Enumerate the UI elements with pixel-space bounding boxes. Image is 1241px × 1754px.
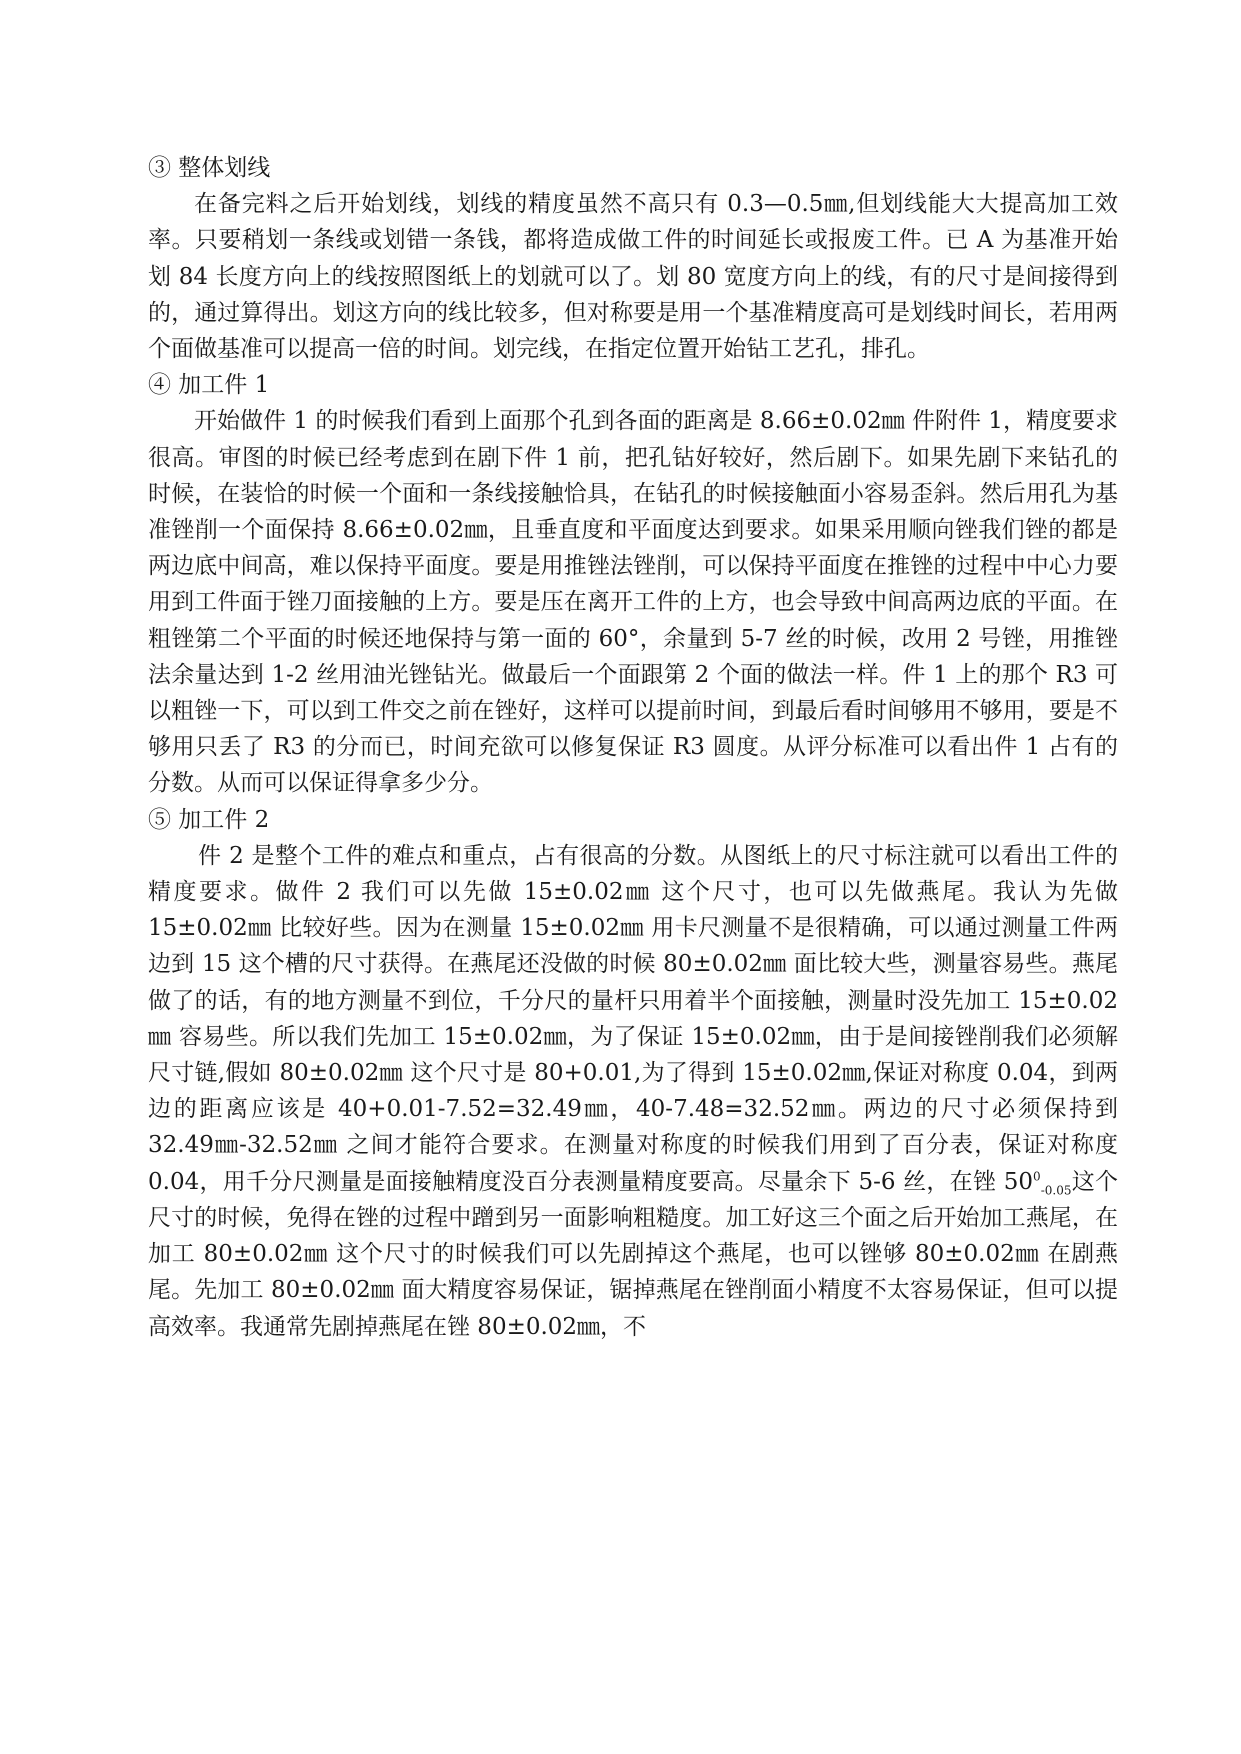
section-paragraph <box>148 838 1118 1345</box>
section-paragraph: 在备完料之后开始划线，划线的精度虽然不高只有 0.3—0.5㎜,但划线能大大提高加工效率。只要稍划一条线或划错一条钱，都将造成做工件的时间延长或报废工件。已 A 为基准开始划 84 长度方向上的线按照图纸上的划就可以了。划 80 宽度方向上的线，有的尺寸是间接得到的，通过算得出。划这方向的线比较多，但对称要是用一个基准精度高可是划线时间长，若用两个面做基准可以提高一倍的时间。划完线，在指定位置开始钻工艺孔，排孔。 <box>148 191 1118 363</box>
section-heading: ③ 整体划线 <box>148 155 271 181</box>
tolerance-upper: 0 <box>1033 1169 1041 1184</box>
section-heading: ④ 加工件 1 <box>148 372 270 399</box>
section-heading: ⑤ 加工件 2 <box>148 806 270 833</box>
paragraph-text: 件 2 是整个工件的难点和重点，占有很高的分数。从图纸上的尺寸标注就可以看出工件的精度要求。做件 2 我们可以先做 15±0.02㎜ 这个尺寸，也可以先做燕尾。我认为先做 15±0.02㎜ 比较好些。因为在测量 15±0.02㎜ 用卡尺测量不是很精确，可以通过测量工件两边到 15 这个槽的尺寸获得。在燕尾还没做的时候 80±0.02㎜ 面比较大些，测量容易些。燕尾做了的话，有的地方测量不到位，千分尺的量杆只用着半个面接触，测量时没先加工 15±0.02㎜ 容易些。所以我们先加工 15±0.02㎜，为了保证 15±0.02㎜，由于是间接锉削我们必须解尺寸链,假如 80±0.02㎜ 这个尺寸是 80+0.01,为了得到 15±0.02㎜,保证对称度 0.04，到两边的距离应该是 40+0.01-7.52=32.49㎜，40-7.48=32.52㎜。两边的尺寸必须保持到 32.49㎜-32.52㎜ 之间才能符合要求。在测量对称度的时候我们用到了百分表，保证对称度 0.04，用千分尺测量是面接触精度没百分表测量精度要高。尽量余下 5-6 丝，在锉 50 <box>148 842 1118 1195</box>
paragraph-text: 这个尺寸的时候，免得在锉的过程中蹭到另一面影响粗糙度。加工好这三个面之后开始加工燕尾，在加工 80±0.02㎜ 这个尺寸的时候我们可以先剧掉这个燕尾，也可以锉够 80±0.02㎜ 在剧燕尾。先加工 80±0.02㎜ 面大精度容易保证，锯掉燕尾在锉削面小精度不太容易保证，但可以提高效率。我通常先剧掉燕尾在锉 80±0.02㎜，不 <box>148 1168 1119 1340</box>
tolerance-lower: -0.05 <box>1040 1183 1072 1198</box>
document-page <box>148 150 1118 1345</box>
section-paragraph: 开始做件 1 的时候我们看到上面那个孔到各面的距离是 8.66±0.02㎜ 件附件 1，精度要求很高。审图的时候已经考虑到在剧下件 1 前，把孔钻好较好，然后剧下。如果先剧下来钻孔的时候，在装恰的时候一个面和一条线接触恰具，在钻孔的时候接触面小容易歪斜。然后用孔为基准锉削一个面保持 8.66±0.02㎜，且垂直度和平面度达到要求。如果采用顺向锉我们锉的都是两边底中间高，难以保持平面度。要是用推锉法锉削，可以保持平面度在推锉的过程中中心力要用到工件面于锉刀面接触的上方。要是压在离开工件的上方，也会导致中间高两边底的平面。在粗锉第二个平面的时候还地保持与第一面的 60°，余量到 5-7 丝的时候，改用 2 号锉，用推锉法余量达到 1-2 丝用油光锉钻光。做最后一个面跟第 2 个面的做法一样。件 1 上的那个 R3 可以粗锉一下，可以到工件交之前在锉好，这样可以提前时间，到最后看时间够用不够用，要是不够用只丢了 R3 的分而已，时间充欲可以修复保证 R3 圆度。从评分标准可以看出件 1 占有的分数。从而可以保证得拿多少分。 <box>148 408 1118 797</box>
